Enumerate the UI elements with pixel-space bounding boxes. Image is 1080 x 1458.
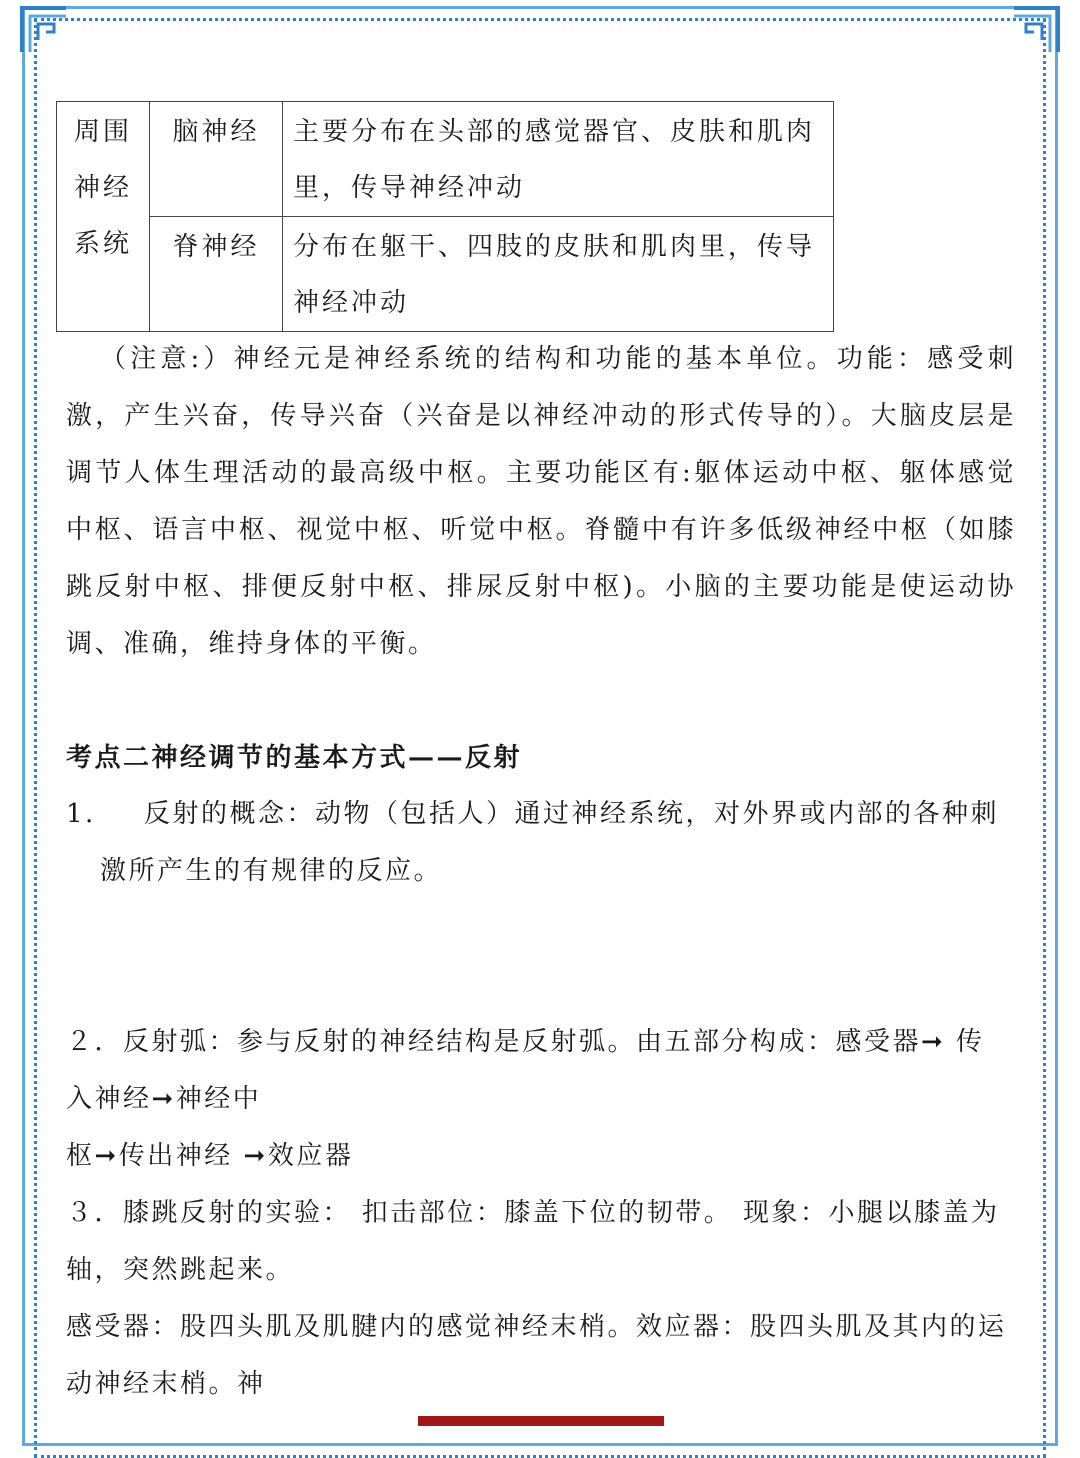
desc-line: 分布在躯干、四肢的皮肤和肌肉里，传导 [293,232,816,262]
desc-line: 里，传导神经冲动 [293,173,526,203]
item-text: 入神经➞神经中 [66,1084,262,1114]
item-text: 枢➞传出神经 ➞效应器 [66,1141,354,1171]
note-paragraph: （注意:）神经元是神经系统的结构和功能的基本单位。功能：感受刺激，产生兴奋，传导兴奋（兴奋是以神经冲动的形式传导的）。大脑皮层是调节人体生理活动的最高级中枢。主要功能区有:躯体运动中枢、躯体感觉中枢、语言中枢、视觉中枢、听觉中枢。脊髓中有许多低级神经中枢（如膝跳反射中枢、排便反射中枢、排尿反射中枢)。小脑的主要功能是使运动协调、准确，维持身体的平衡。 [66,344,1016,659]
item-text: ２．反射弧：参与反射的神经结构是反射弧。由五部分构成：感受器➞ 传 [66,1027,985,1057]
nerve-desc-cell [283,217,834,332]
item-text: 反射的概念：动物（包括人）通过神经系统，对外界或内部的各种刺 [144,799,1000,829]
desc-line: 神经冲动 [293,288,410,318]
section-heading: 考点二神经调节的基本方式——反射 [66,743,523,773]
category-cell [57,102,150,332]
nerve-name-cell: 脊神经 [150,217,283,332]
nervous-system-table [56,101,834,332]
item-text: 动神经末梢。神 [66,1369,266,1399]
nerve-name-cell: 脑神经 [150,102,283,217]
item-text: 轴，突然跳起来。 [66,1255,295,1285]
category-text: 周围 [73,117,132,147]
item-number: 1. [66,799,96,829]
nerve-desc-cell [283,102,834,217]
bottom-accent-bar [418,1416,664,1426]
category-text: 系统 [73,229,132,259]
table-row [57,102,834,217]
item-text: ３．膝跳反射的实验： 扣击部位：膝盖下位的韧带。 现象：小腿以膝盖为 [66,1198,1000,1228]
desc-line: 主要分布在头部的感觉器官、皮肤和肌肉 [293,117,816,147]
item-text: 激所产生的有规律的反应。 [100,856,443,886]
category-text: 神经 [73,173,132,203]
item-text: 感受器：股四头肌及肌腱内的感觉神经末梢。效应器：股四头肌及其内的运 [66,1312,1007,1342]
table-row [57,217,834,332]
